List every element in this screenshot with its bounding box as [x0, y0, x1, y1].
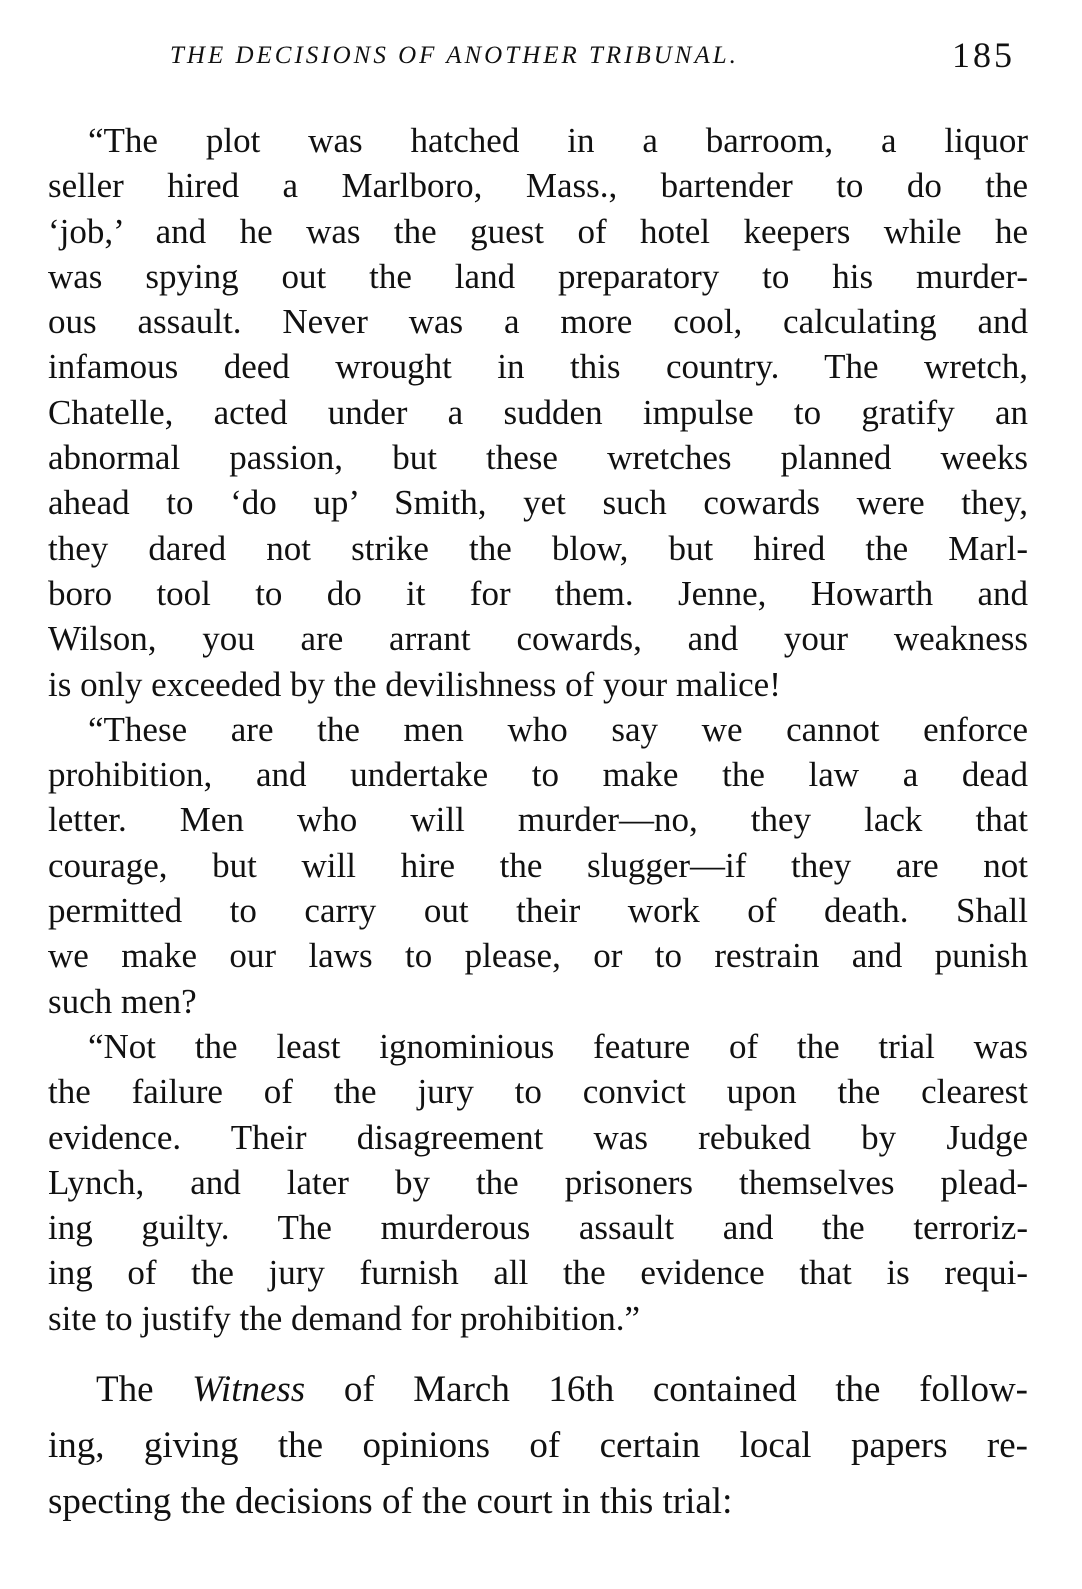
text-line: letter. Men who will murder—no, they lack that: [48, 800, 1028, 840]
text-line: “The plot was hatched in a barroom, a liquor: [88, 121, 1028, 160]
text-run: of March 16th contained the follow-: [305, 1369, 1028, 1410]
text-line: Wilson, you are arrant cowards, and your weakness: [48, 619, 1028, 659]
text-line: boro tool to do it for them. Jenne, Howarth and: [48, 573, 1028, 613]
quote-paragraph-1: [48, 118, 1028, 707]
text-line: Chatelle, acted under a sudden impulse to gratify an: [48, 392, 1028, 432]
running-head: [0, 35, 1082, 88]
text-line: ahead to ‘do up’ Smith, yet such cowards were they,: [48, 483, 1028, 523]
page-number: 185: [952, 35, 1015, 75]
text-line: [48, 1362, 1028, 1418]
text-line: prohibition, and undertake to make the law a dead: [48, 755, 1028, 795]
text-line: ‘job,’ and he was the guest of hotel keepers while he: [48, 211, 1028, 251]
quote-paragraph-3: [48, 1024, 1028, 1341]
text-run: The: [96, 1369, 193, 1410]
text-line: was spying out the land preparatory to his murder-: [48, 256, 1028, 296]
text-line: ing guilty. The murderous assault and the terroriz-: [48, 1208, 1028, 1248]
text-line: specting the decisions of the court in this trial:: [48, 1481, 733, 1522]
text-line: we make our laws to please, or to restrain and punish: [48, 936, 1028, 976]
closing-paragraph: [48, 1362, 1028, 1530]
text-line: ous assault. Never was a more cool, calculating and: [48, 302, 1028, 342]
text-line: is only exceeded by the devilishness of your malice!: [48, 664, 781, 704]
text-line: permitted to carry out their work of death. Shall: [48, 891, 1028, 931]
text-line: evidence. Their disagreement was rebuked by Judge: [48, 1117, 1028, 1157]
text-line: such men?: [48, 981, 197, 1021]
text-line: abnormal passion, but these wretches planned weeks: [48, 438, 1028, 478]
quoted-text-block: [48, 118, 1028, 1341]
quote-paragraph-2: [48, 707, 1028, 1024]
text-line: “Not the least ignominious feature of the trial was: [88, 1026, 1028, 1066]
text-line: seller hired a Marlboro, Mass., bartender to do the: [48, 166, 1028, 206]
text-line: infamous deed wrought in this country. The wretch,: [48, 347, 1028, 387]
text-line: Lynch, and later by the prisoners themselves plead-: [48, 1162, 1028, 1202]
text-line: ing of the jury furnish all the evidence that is requi-: [48, 1253, 1028, 1293]
text-line: courage, but will hire the slugger—if they are not: [48, 845, 1028, 885]
text-line: “These are the men who say we cannot enforce: [88, 709, 1028, 749]
newspaper-title: Witness: [192, 1369, 306, 1410]
text-line: the failure of the jury to convict upon the clearest: [48, 1072, 1028, 1112]
running-head-title: THE DECISIONS OF ANOTHER TRIBUNAL.: [170, 42, 739, 69]
text-line: site to justify the demand for prohibition.”: [48, 1298, 640, 1338]
text-line: they dared not strike the blow, but hired the Marl-: [48, 528, 1028, 568]
text-line: ing, giving the opinions of certain local papers re-: [48, 1425, 1028, 1466]
